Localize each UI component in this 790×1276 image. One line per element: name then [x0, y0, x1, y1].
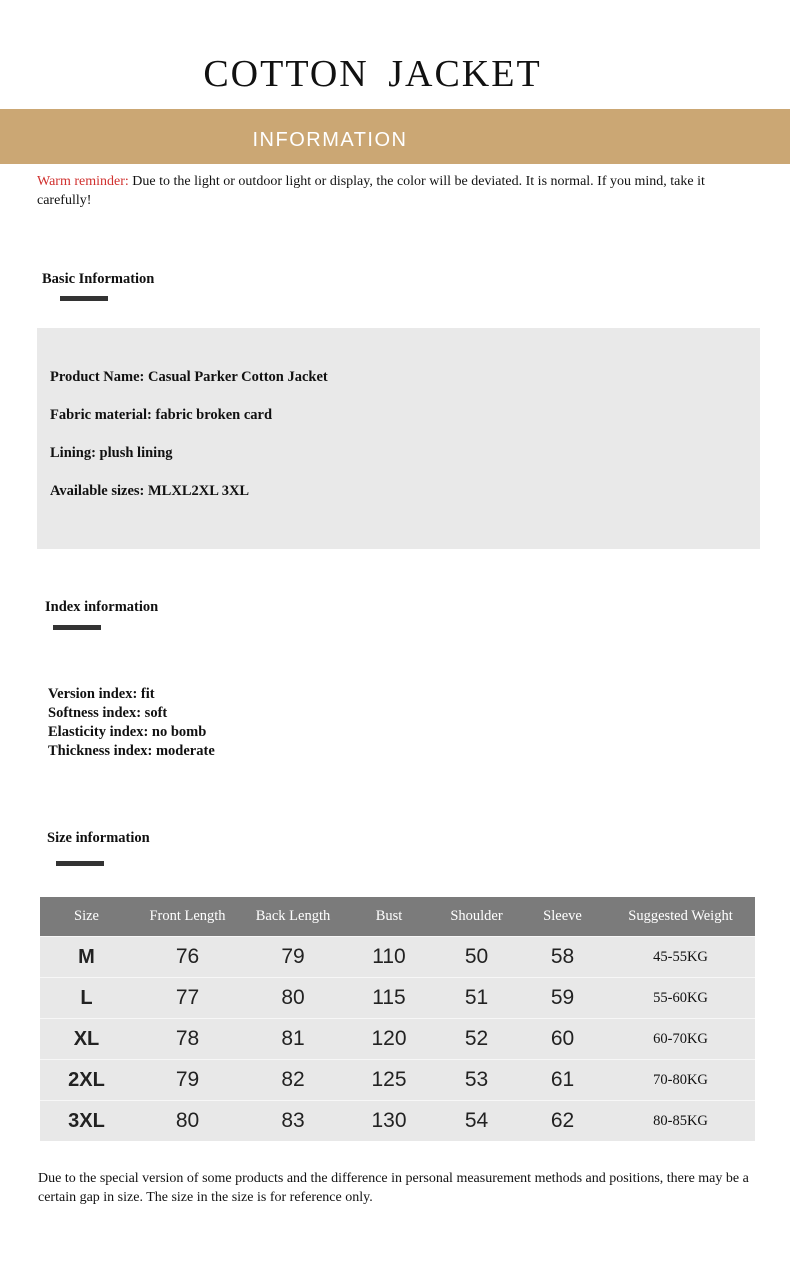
bust-cell: 125: [344, 1060, 434, 1101]
fabric-material: Fabric material: fabric broken card: [50, 407, 273, 423]
weight-cell: 70-80KG: [606, 1060, 755, 1101]
back-length-cell: 80: [242, 978, 344, 1019]
size-cell: 3XL: [40, 1101, 133, 1142]
reminder-text: Due to the light or outdoor light or display, the color will be deviated. It is normal. If you mind, take it carefully!: [37, 174, 705, 208]
size-cell: M: [40, 937, 133, 978]
table-header-row: [40, 897, 755, 937]
front-length-cell: 78: [133, 1019, 242, 1060]
header-size: Size: [40, 897, 133, 937]
basic-info-panel: [37, 328, 760, 549]
softness-index: Softness index: soft: [48, 705, 168, 721]
size-info-heading: Size information: [47, 830, 150, 846]
header-suggested-weight: Suggested Weight: [606, 897, 755, 937]
weight-cell: 45-55KG: [606, 937, 755, 978]
table-row: [40, 1101, 755, 1142]
front-length-cell: 79: [133, 1060, 242, 1101]
bust-cell: 130: [344, 1101, 434, 1142]
size-table: [40, 897, 755, 1141]
index-info-heading: Index information: [45, 599, 159, 615]
back-length-cell: 81: [242, 1019, 344, 1060]
front-length-cell: 76: [133, 937, 242, 978]
thickness-index: Thickness index: moderate: [48, 743, 215, 759]
available-sizes: Available sizes: MLXL2XL 3XL: [50, 483, 250, 499]
product-name: Product Name: Casual Parker Cotton Jacket: [50, 369, 328, 385]
basic-info-heading: Basic Information: [42, 271, 155, 287]
table-row: [40, 978, 755, 1019]
size-info-underline: [56, 861, 104, 866]
sleeve-cell: 59: [519, 978, 606, 1019]
back-length-cell: 83: [242, 1101, 344, 1142]
size-cell: XL: [40, 1019, 133, 1060]
index-list: [48, 685, 215, 761]
sleeve-cell: 61: [519, 1060, 606, 1101]
weight-cell: 55-60KG: [606, 978, 755, 1019]
version-index: Version index: fit: [48, 686, 155, 702]
table-row: [40, 1019, 755, 1060]
header-bust: Bust: [344, 897, 434, 937]
size-cell: L: [40, 978, 133, 1019]
front-length-cell: 77: [133, 978, 242, 1019]
bust-cell: 115: [344, 978, 434, 1019]
information-banner: [0, 109, 790, 164]
page-title: COTTON JACKET: [203, 53, 542, 95]
header-shoulder: Shoulder: [434, 897, 519, 937]
shoulder-cell: 51: [434, 978, 519, 1019]
weight-cell: 80-85KG: [606, 1101, 755, 1142]
lining: Lining: plush lining: [50, 445, 173, 461]
elasticity-index: Elasticity index: no bomb: [48, 724, 207, 740]
reminder-label: Warm reminder:: [37, 174, 129, 189]
back-length-cell: 82: [242, 1060, 344, 1101]
sleeve-cell: 62: [519, 1101, 606, 1142]
shoulder-cell: 54: [434, 1101, 519, 1142]
shoulder-cell: 50: [434, 937, 519, 978]
size-cell: 2XL: [40, 1060, 133, 1101]
size-footnote: Due to the special version of some products and the difference in personal measurement methods and positions, there may be a certain gap in size. The size in the size is for reference only.: [38, 1171, 749, 1205]
banner-label: INFORMATION: [252, 129, 408, 151]
header-back-length: Back Length: [242, 897, 344, 937]
shoulder-cell: 52: [434, 1019, 519, 1060]
back-length-cell: 79: [242, 937, 344, 978]
table-row: [40, 937, 755, 978]
bust-cell: 120: [344, 1019, 434, 1060]
bust-cell: 110: [344, 937, 434, 978]
header-front-length: Front Length: [133, 897, 242, 937]
table-row: [40, 1060, 755, 1101]
warm-reminder: [37, 172, 727, 210]
weight-cell: 60-70KG: [606, 1019, 755, 1060]
index-info-underline: [53, 625, 101, 630]
basic-info-underline: [60, 296, 108, 301]
shoulder-cell: 53: [434, 1060, 519, 1101]
front-length-cell: 80: [133, 1101, 242, 1142]
sleeve-cell: 60: [519, 1019, 606, 1060]
sleeve-cell: 58: [519, 937, 606, 978]
header-sleeve: Sleeve: [519, 897, 606, 937]
